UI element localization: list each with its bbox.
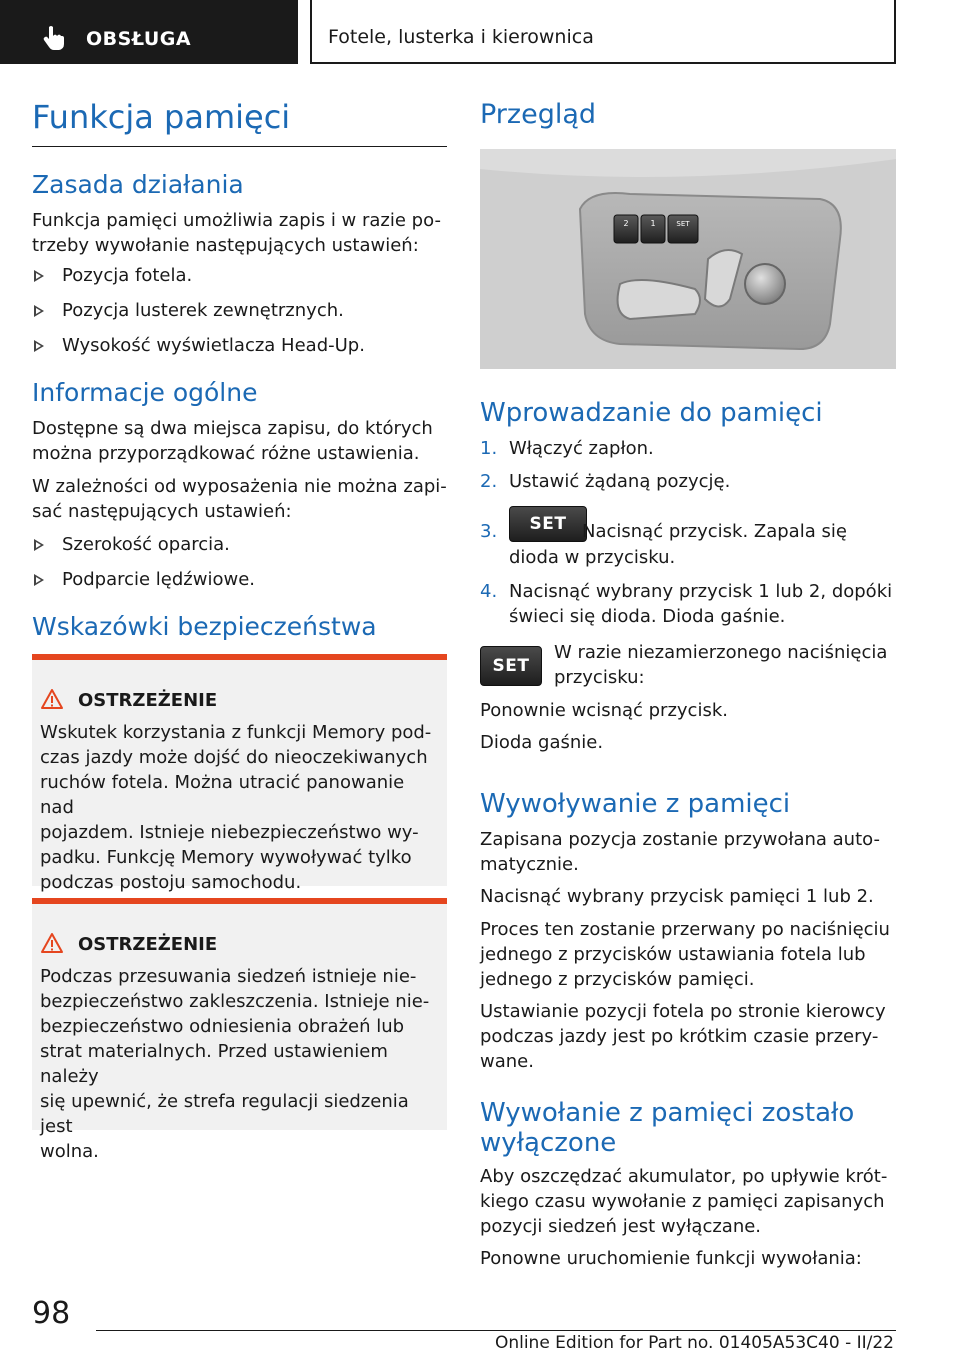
warning-box (32, 654, 447, 893)
memory-button-1-label: 1 (650, 219, 656, 228)
note-text: W razie niezamierzonego naciśnięcia przycisku: (554, 642, 888, 688)
warning-triangle-icon (40, 688, 64, 710)
page-number: 98 (32, 1296, 71, 1331)
warning-title: OSTRZEŻENIE (78, 690, 218, 711)
set-button-icon: SET (509, 506, 587, 542)
heading-recall-disabled: Wywołanie z pamięci zostało wyłączone (480, 1098, 855, 1158)
hand-pointer-icon (40, 24, 68, 52)
bullet-marker (34, 539, 44, 551)
step-text: Ustawić żądaną pozycję. (509, 471, 731, 492)
list-item: Wysokość wyświetlacza Head-Up. (62, 335, 365, 356)
set-button-label: SET (676, 220, 690, 228)
step-number: 4. (480, 581, 498, 602)
set-button-icon: SET (480, 646, 542, 686)
step-number: 3. (480, 521, 498, 542)
heading-general-info: Informacje ogólne (32, 378, 258, 407)
paragraph: Aby oszczędzać akumulator, po upływie krót- kiego czasu wywołanie z pamięci zapisanych pozycji siedzeń jest wyłączane. (480, 1166, 888, 1237)
seat-controls-photo (480, 149, 896, 369)
bullet-marker (34, 340, 44, 352)
warning-box (32, 898, 447, 1162)
title-rule (32, 146, 447, 147)
header-title-box (310, 0, 896, 64)
seat-controls-illustration (480, 149, 896, 369)
step-number: 1. (480, 438, 498, 459)
list-item: Pozycja fotela. (62, 265, 193, 286)
step-text: Nacisnąć wybrany przycisk 1 lub 2, dopóki świeci się dioda. Dioda gaśnie. (509, 581, 893, 627)
section-label: OBSŁUGA (86, 28, 192, 50)
chapter-title: Fotele, lusterka i kierownica (328, 26, 594, 48)
warning-triangle-icon (40, 932, 64, 954)
paragraph: W zależności od wyposażenia nie można zapi- sać następujących ustawień: (32, 476, 447, 522)
step-text: dioda w przycisku. (509, 547, 676, 568)
heading-principle: Zasada działania (32, 170, 244, 199)
warning-title: OSTRZEŻENIE (78, 934, 218, 955)
heading-overview: Przegląd (480, 99, 597, 130)
paragraph: Nacisnąć wybrany przycisk pamięci 1 lub 2. (480, 886, 874, 907)
list-item: Pozycja lusterek zewnętrznych. (62, 300, 344, 321)
page-title: Funkcja pamięci (32, 98, 291, 136)
edition-footer: Online Edition for Part no. 01405A53C40 - II/22 (494, 1333, 894, 1353)
list-item: Szerokość oparcia. (62, 534, 230, 555)
bullet-marker (34, 574, 44, 586)
footer-rule (96, 1330, 896, 1331)
heading-safety: Wskazówki bezpieczeństwa (32, 612, 377, 641)
header-section-bar (0, 0, 298, 64)
heading-store: Wprowadzanie do pamięci (480, 398, 823, 428)
heading-recall: Wywoływanie z pamięci (480, 789, 791, 819)
paragraph: Dioda gaśnie. (480, 732, 604, 753)
memory-button-2-label: 2 (623, 219, 629, 228)
paragraph: Ponowne uruchomienie funkcji wywołania: (480, 1248, 862, 1269)
step-text: Włączyć zapłon. (509, 438, 654, 459)
warning-text: Wskutek korzystania z funkcji Memory pod- czas jazdy może dojść do nieoczekiwanych ruchów fotela. Można utracić panowanie nad pojazdem. Istnieje niebezpieczeństwo wy- padku. Funkcję Memory wywoływać tylko podczas postoju samochodu. (40, 722, 432, 893)
step-number: 2. (480, 471, 498, 492)
paragraph: Ustawianie pozycji fotela po stronie kierowcy podczas jazdy jest po krótkim czasie przery- wane. (480, 1001, 886, 1072)
paragraph: Funkcja pamięci umożliwia zapis i w razie po- trzeby wywołanie następujących ustawień: (32, 210, 441, 256)
paragraph: Dostępne są dwa miejsca zapisu, do których można przyporządkować różne ustawienia. (32, 418, 433, 464)
paragraph: Proces ten zostanie przerwany po naciśnięciu jednego z przycisków ustawiania fotela lub jednego z przycisków pamięci. (480, 919, 890, 990)
paragraph: Ponownie wcisnąć przycisk. (480, 700, 728, 721)
list-item: Podparcie lędźwiowe. (62, 569, 256, 590)
paragraph: Zapisana pozycja zostanie przywołana auto- matycznie. (480, 829, 880, 875)
warning-text: Podczas przesuwania siedzeń istnieje nie- bezpieczeństwo zakleszczenia. Istnieje nie- bezpieczeństwo odniesienia obrażeń lub strat materialnych. Przed ustawieniem należy się upewnić, że strefa regulacji siedzenia jest wolna. (40, 966, 430, 1162)
bullet-marker (34, 305, 44, 317)
step-text: Nacisnąć przycisk. Zapala się (582, 521, 847, 542)
bullet-marker (34, 270, 44, 282)
